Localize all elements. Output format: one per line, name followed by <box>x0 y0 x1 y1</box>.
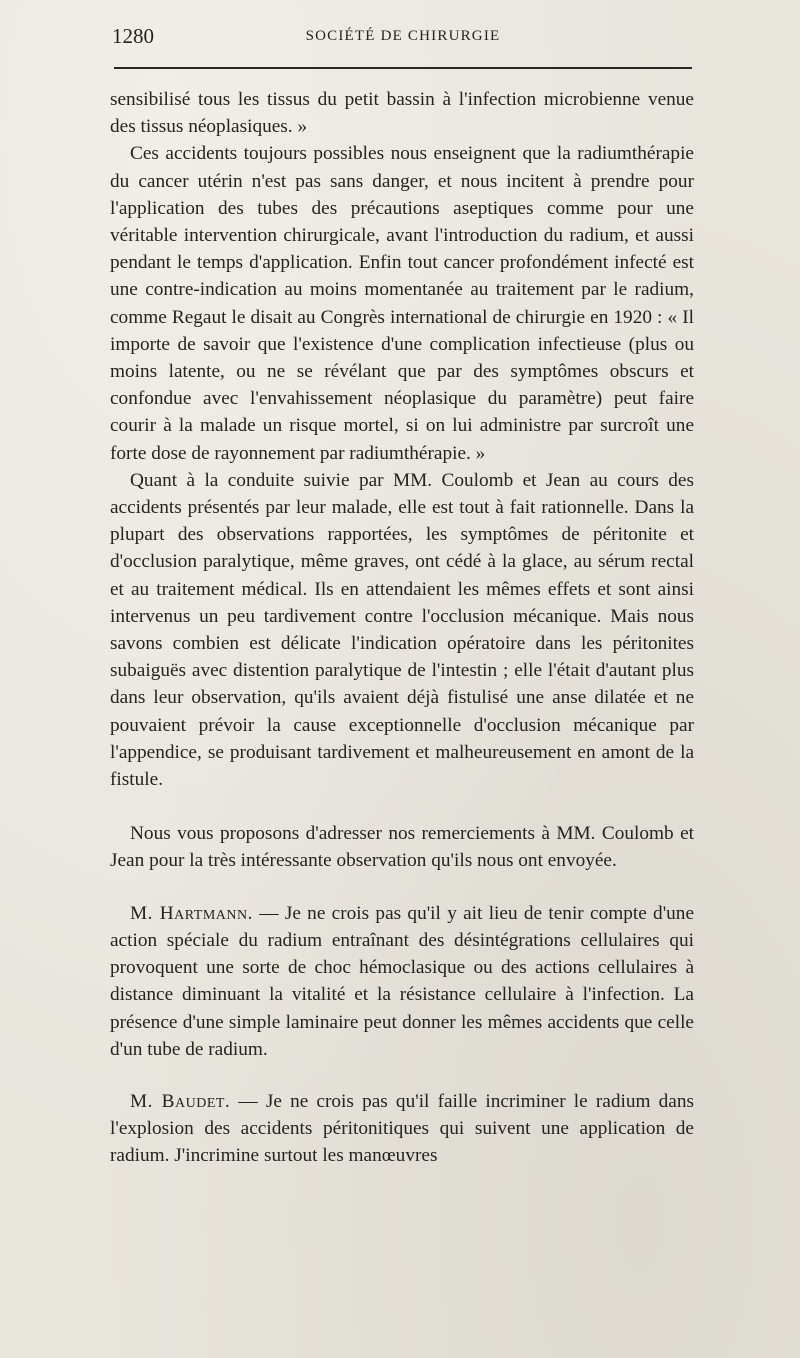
paragraph-baudet <box>110 1088 694 1170</box>
paragraph-hartmann <box>110 900 694 1063</box>
paragraph-radium-dangers: Ces accidents toujours possibles nous enseignent que la radiumthérapie du cancer utérin n'est pas sans danger, et nous incitent à prendre pour l'application des tubes des précautions aseptiques comme pour une véritable intervention chirurgicale, avant l'introduction du radium, et aussi pendant le temps d'application. Enfin tout cancer profondément infecté est une contre-indication au moins momentanée au traitement par le radium, comme Regaut le disait au Congrès international de chirurgie en 1920 : « Il importe de savoir que l'existence d'une complication infectieuse (plus ou moins latente, ou ne se révélant que par des symptômes obscurs et confondue avec l'envahissement néoplasique du paramètre) peut faire courir à la malade un risque mortel, si on lui administre par surcroît une forte dose de rayonnement par radiumthérapie. » <box>110 143 694 464</box>
speaker-remark: — Je ne crois pas qu'il y ait lieu de tenir compte d'une action spéciale du radium entraînant des désintégrations cellulaires qui provoquent une sorte de choc hémoclasique ou des actions cellulaires à distance diminuant la vitalité et la résistance cellulaire à l'infection. La présence d'une simple laminaire peut donner les mêmes accidents que celle d'un tube de radium. <box>110 902 695 1060</box>
speaker-remark: — Je ne crois pas qu'il faille incriminer le radium dans l'explosion des accidents péritonitiques qui suivent une application de radium. J'incrimine surtout les manœuvres <box>110 1090 694 1167</box>
running-head <box>112 24 694 54</box>
header-rule <box>114 67 692 69</box>
paragraph-conduct: Quant à la conduite suivie par MM. Coulomb et Jean au cours des accidents présentés par leur malade, elle est tout à fait rationnelle. Dans la plupart des observations rapportées, les symptômes de péritonite et d'occlusion paralytique, même graves, ont cédé à la glace, au sérum rectal et au traitement médical. Ils en attendaient les mêmes effets et sont ainsi intervenus un peu tardivement contre l'occlusion mécanique. Mais nous savons combien est délicate l'indication opératoire dans les péritonites subaiguës avec distention paralytique de l'intestin ; elle l'était d'autant plus dans leur observation, qu'ils avaient déjà fistulisé une anse dilatée et ne pouvaient prévoir la cause exceptionnelle d'occlusion mécanique par l'appendice, se produisant tardivement et malheureusement en amont de la fistule. <box>110 469 694 791</box>
body-text <box>110 86 694 1170</box>
paragraph-thanks: Nous vous proposons d'adresser nos remerciements à MM. Coulomb et Jean pour la très intéressante observation qu'ils nous ont envoyée. <box>110 823 694 872</box>
page-number: 1280 <box>112 24 154 48</box>
journal-title: SOCIÉTÉ DE CHIRURGIE <box>305 28 501 44</box>
speaker-name: M. Hartmann. <box>130 902 253 924</box>
speaker-name: M. Baudet. <box>130 1090 231 1112</box>
paragraph-continued: sensibilisé tous les tissus du petit bassin à l'infection microbienne venue des tissus néoplasiques. » <box>110 89 694 138</box>
